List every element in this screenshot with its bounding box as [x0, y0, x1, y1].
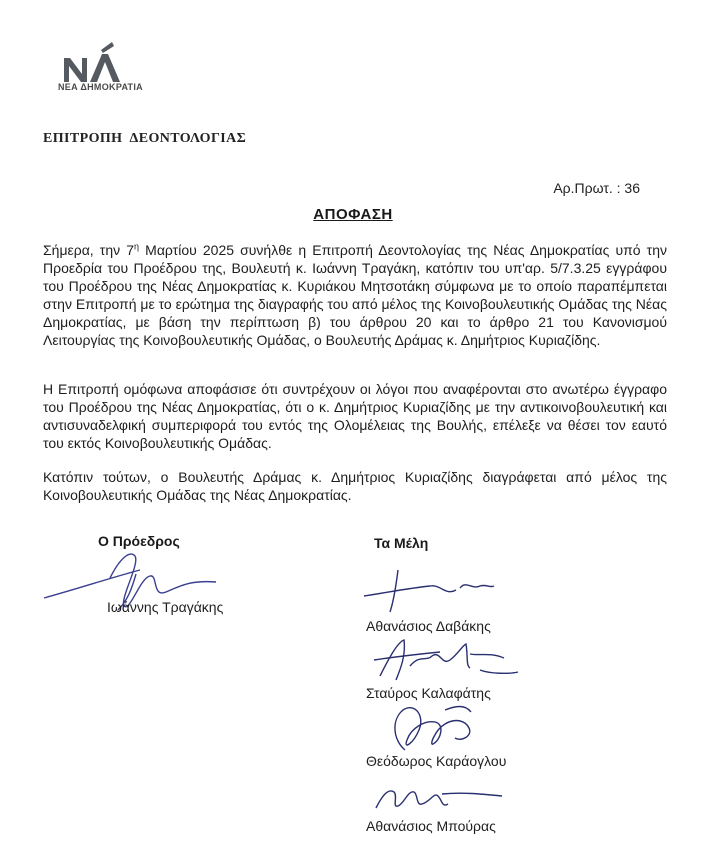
- paragraph-1-start: Σήμερα, την 7: [43, 242, 135, 258]
- president-name: Ιωάννης Τραγάκης: [107, 599, 224, 615]
- member-4-name: Αθανάσιος Μπούρας: [366, 818, 496, 834]
- logo-text: ΝΕΑ ΔΗΜΟΚΡΑΤΙΑ: [58, 82, 143, 92]
- member-3-signature-icon: [385, 700, 495, 760]
- member-2-signature-icon: [370, 636, 520, 686]
- paragraph-3: Κατόπιν τούτων, ο Βουλευτής Δράμας κ. Δημήτριος Κυριαζίδης διαγράφεται από μέλος της Κοινοβουλευτικής Ομάδας της Νέας Δημοκρατίας.: [43, 469, 667, 503]
- member-4-signature-icon: [372, 778, 512, 818]
- paragraph-2: Η Επιτροπή ομόφωνα αποφάσισε ότι συντρέχουν οι λόγοι που αναφέρονται στο ανωτέρω έγγραφο του Προέδρου της Νέας Δημοκρατίας, ότι ο κ. Δημήτριος Κυριαζίδης με την αντικοινοβουλευτική και αντισυναδελφική συμπεριφορά του εντός της Ολομέλειας της Βουλής, επέλεξε να θέσει τον εαυτό του εκτός Κοινοβουλευτικής Ομάδας.: [43, 381, 667, 451]
- reference-number: Αρ.Πρωτ. : 36: [553, 180, 640, 196]
- document-title: ΑΠΟΦΑΣΗ: [313, 206, 393, 223]
- committee-title: ΕΠΙΤΡΟΠΗ ΔΕΟΝΤΟΛΟΓΙΑΣ: [43, 131, 247, 146]
- member-1-signature-icon: [360, 566, 500, 616]
- member-1-name: Αθανάσιος Δαβάκης: [366, 618, 491, 634]
- member-3-name: Θεόδωρος Καράογλου: [366, 753, 507, 769]
- ordinal-superscript: η: [134, 241, 140, 252]
- member-2-name: Σταύρος Καλαφάτης: [366, 685, 491, 701]
- paragraph-1-rest: Μαρτίου 2025 συνήλθε η Επιτροπή Δεοντολογίας της Νέας Δημοκρατίας υπό την Προεδρία του Προέδρου της, Βουλευτή κ. Ιωάννη Τραγάκη, κατόπιν του υπ'αρ. 5/7.3.25 εγγράφου του Προέδρου της Νέας Δημοκρατίας κ. Κυριάκου Μητσοτάκη σύμφωνα με το οποίο παραπέμπεται στην Επιτροπή με το ερώτημα της διαγραφής του από μέλος της Κοινοβουλευτικής Ομάδας της Νέας Δημοκρατίας, με βάση την περίπτωση β) του άρθρου 20 και το άρθρο 21 του Κανονισμού Λειτουργίας της Κοινοβουλευτικής Ομάδας, ο Βουλευτής Δράμας κ. Δημήτριος Κυριαζίδης.: [43, 242, 667, 348]
- president-label: Ο Πρόεδρος: [98, 533, 180, 549]
- members-label: Τα Μέλη: [374, 535, 429, 551]
- paragraph-1: [43, 241, 667, 349]
